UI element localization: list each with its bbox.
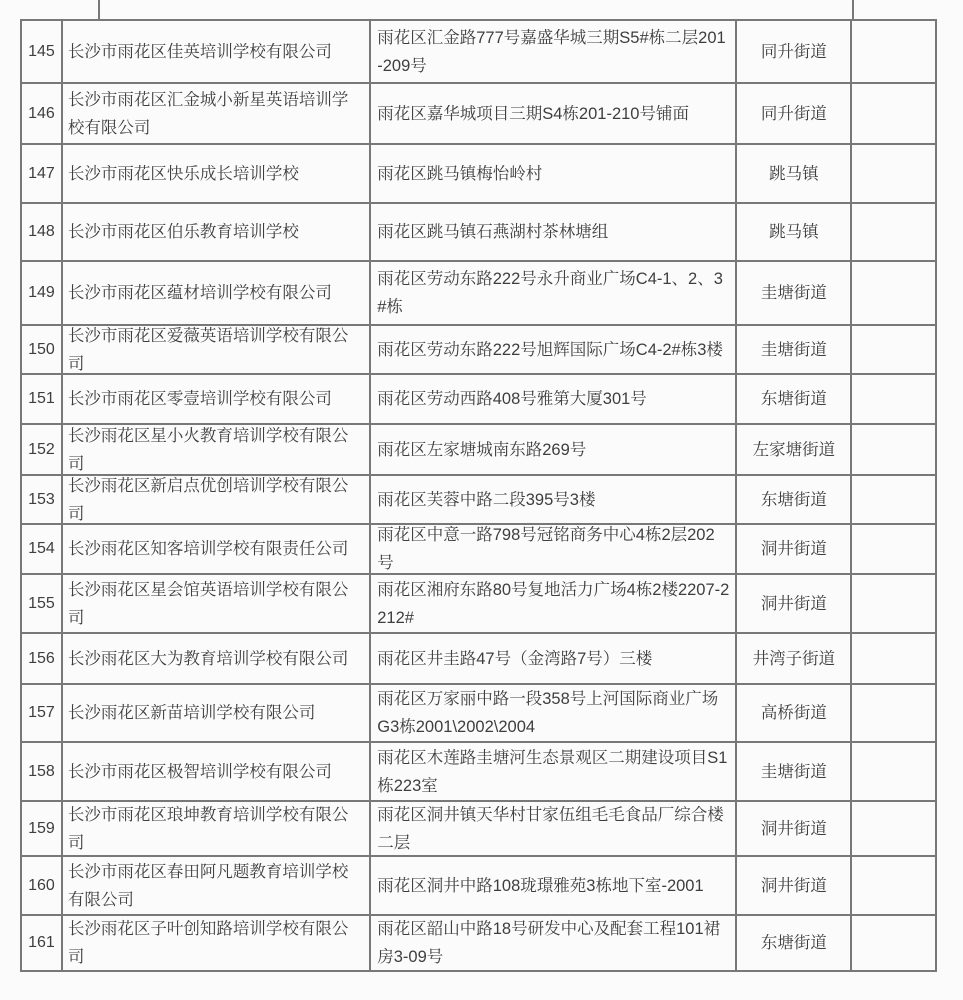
row-number: 149	[28, 284, 55, 301]
school-name: 长沙雨花区大为教育培训学校有限公司	[67, 649, 349, 668]
row-number-cell	[22, 145, 63, 204]
table-row	[22, 262, 937, 326]
row-number: 153	[28, 490, 55, 508]
street-name: 圭塘街道	[760, 284, 827, 302]
school-name: 长沙市雨花区伯乐教育培训学校	[67, 223, 299, 241]
school-name: 长沙市雨花区爱薇英语培训学校有限公司	[67, 326, 349, 373]
street-cell	[737, 425, 852, 476]
row-number: 150	[28, 340, 55, 358]
school-name: 长沙市雨花区零壹培训学校有限公司	[67, 390, 332, 408]
empty-cell	[852, 685, 937, 743]
school-name-cell	[63, 262, 371, 326]
street-cell	[737, 262, 852, 326]
street-cell	[737, 743, 852, 802]
table-row	[22, 743, 937, 802]
street-cell	[737, 685, 852, 743]
school-name-cell	[63, 802, 371, 857]
empty-cell	[852, 21, 937, 84]
row-number: 145	[28, 42, 55, 60]
table-row	[22, 916, 937, 972]
empty-cell	[852, 476, 937, 525]
school-name-cell	[63, 21, 371, 84]
row-number: 156	[28, 649, 55, 667]
row-number-cell	[22, 857, 63, 916]
school-address-cell	[371, 204, 737, 262]
school-name: 长沙市雨花区蕴材培训学校有限公司	[67, 284, 332, 302]
street-name: 高桥街道	[760, 704, 827, 722]
school-name-cell	[63, 857, 371, 916]
school-address: 雨花区洞井镇天华村甘家伍组毛毛食品厂综合楼二层	[377, 805, 724, 852]
school-address-cell	[371, 326, 737, 375]
school-name: 长沙市雨花区极智培训学校有限公司	[67, 762, 332, 781]
street-name: 圭塘街道	[760, 762, 827, 781]
school-address: 雨花区木莲路圭塘河生态景观区二期建设项目S1栋223室	[377, 748, 728, 795]
school-name-cell	[63, 204, 371, 262]
street-name: 洞井街道	[760, 540, 827, 558]
street-cell	[737, 375, 852, 425]
street-cell	[737, 802, 852, 857]
table-row	[22, 476, 937, 525]
street-name: 左家塘街道	[752, 440, 836, 459]
row-number-cell	[22, 84, 63, 145]
street-name: 东塘街道	[760, 490, 827, 509]
street-name: 井湾子街道	[752, 649, 836, 668]
row-number-cell	[22, 375, 63, 425]
school-address: 雨花区嘉华城项目三期S4栋201-210号铺面	[377, 104, 689, 123]
empty-cell	[852, 145, 937, 204]
empty-cell	[852, 326, 937, 375]
street-name: 圭塘街道	[760, 340, 827, 359]
row-number-cell	[22, 743, 63, 802]
empty-cell	[852, 634, 937, 685]
street-name: 同升街道	[760, 104, 827, 123]
empty-cell	[852, 262, 937, 326]
street-cell	[737, 916, 852, 972]
street-cell	[737, 857, 852, 916]
row-number-cell	[22, 204, 63, 262]
table-row	[22, 21, 937, 84]
street-cell	[737, 204, 852, 262]
school-address-cell	[371, 21, 737, 84]
empty-cell	[852, 802, 937, 857]
top-partial-gridline-left	[98, 0, 100, 21]
table-row	[22, 425, 937, 476]
school-address: 雨花区万家丽中路一段358号上河国际商业广场G3栋2001\2002\2004	[377, 690, 719, 736]
table-row	[22, 802, 937, 857]
street-cell	[737, 525, 852, 575]
table-row	[22, 525, 937, 575]
street-cell	[737, 476, 852, 525]
school-name-cell	[63, 685, 371, 743]
row-number: 147	[28, 164, 55, 182]
table-row	[22, 375, 937, 425]
school-name-cell	[63, 425, 371, 476]
school-name: 长沙市雨花区佳英培训学校有限公司	[67, 42, 332, 61]
school-address: 雨花区劳动西路408号雅第大厦301号	[377, 390, 647, 408]
school-name-cell	[63, 476, 371, 525]
row-number-cell	[22, 326, 63, 375]
row-number: 159	[28, 819, 55, 837]
row-number-cell	[22, 634, 63, 685]
school-name-cell	[63, 84, 371, 145]
school-address-cell	[371, 84, 737, 145]
row-number: 151	[28, 390, 55, 407]
school-address: 雨花区韶山中路18号研发中心及配套工程101裙房3-09号	[377, 920, 721, 966]
row-number-cell	[22, 802, 63, 857]
empty-cell	[852, 204, 937, 262]
street-cell	[737, 21, 852, 84]
street-name: 东塘街道	[760, 934, 827, 952]
table-row	[22, 685, 937, 743]
school-address-cell	[371, 685, 737, 743]
row-number-cell	[22, 262, 63, 326]
street-cell	[737, 84, 852, 145]
row-number-cell	[22, 425, 63, 476]
street-cell	[737, 575, 852, 634]
school-address-cell	[371, 425, 737, 476]
school-address-cell	[371, 802, 737, 857]
street-name: 洞井街道	[760, 876, 827, 895]
empty-cell	[852, 916, 937, 972]
school-name: 长沙市雨花区汇金城小新星英语培训学校有限公司	[67, 90, 349, 137]
school-name: 长沙市雨花区琅坤教育培训学校有限公司	[67, 805, 349, 852]
empty-cell	[852, 425, 937, 476]
street-name: 洞井街道	[760, 819, 827, 838]
school-name-cell	[63, 743, 371, 802]
school-address: 雨花区中意一路798号冠铭商务中心4栋2层202号	[377, 526, 715, 572]
street-name: 跳马镇	[769, 164, 819, 183]
school-name-cell	[63, 916, 371, 972]
table-row	[22, 145, 937, 204]
empty-cell	[852, 84, 937, 145]
school-name: 长沙雨花区知客培训学校有限责任公司	[67, 540, 349, 558]
school-address: 雨花区跳马镇石燕湖村茶林塘组	[377, 223, 609, 241]
row-number-cell	[22, 916, 63, 972]
street-name: 跳马镇	[769, 223, 819, 241]
school-address-cell	[371, 634, 737, 685]
school-address-cell	[371, 525, 737, 575]
school-name: 长沙雨花区子叶创知路培训学校有限公司	[67, 920, 349, 966]
empty-cell	[852, 743, 937, 802]
school-address: 雨花区汇金路777号嘉盛华城三期S5#栋二层201-209号	[377, 28, 726, 75]
school-address: 雨花区芙蓉中路二段395号3楼	[377, 490, 596, 509]
school-address: 雨花区湘府东路80号复地活力广场4栋2楼2207-2212#	[377, 580, 730, 627]
school-address: 雨花区洞井中路108珑璟雅苑3栋地下室-2001	[377, 876, 704, 895]
street-name: 东塘街道	[760, 390, 827, 408]
school-name: 长沙市雨花区快乐成长培训学校	[67, 164, 299, 183]
table-row	[22, 84, 937, 145]
street-cell	[737, 145, 852, 204]
school-name-cell	[63, 145, 371, 204]
row-number: 160	[28, 876, 55, 894]
row-number-cell	[22, 476, 63, 525]
school-name: 长沙雨花区星会馆英语培训学校有限公司	[67, 580, 349, 627]
school-address: 雨花区左家塘城南东路269号	[377, 440, 587, 459]
school-name-cell	[63, 326, 371, 375]
empty-cell	[852, 575, 937, 634]
school-registry-table	[20, 19, 937, 972]
school-name-cell	[63, 525, 371, 575]
school-name: 长沙市雨花区春田阿凡题教育培训学校有限公司	[67, 862, 349, 909]
row-number: 148	[28, 223, 55, 240]
top-partial-gridline-right	[852, 0, 854, 21]
row-number: 158	[28, 762, 55, 780]
school-address: 雨花区跳马镇梅怡岭村	[377, 164, 543, 183]
row-number: 161	[28, 934, 55, 951]
street-name: 洞井街道	[760, 594, 827, 613]
school-name-cell	[63, 575, 371, 634]
school-address: 雨花区井圭路47号（金湾路7号）三楼	[377, 649, 653, 668]
street-name: 同升街道	[760, 42, 827, 61]
school-name-cell	[63, 634, 371, 685]
row-number: 152	[28, 440, 55, 458]
school-address-cell	[371, 575, 737, 634]
school-address: 雨花区劳动东路222号永升商业广场C4-1、2、3#栋	[377, 270, 723, 316]
street-cell	[737, 326, 852, 375]
school-name: 长沙雨花区新启点优创培训学校有限公司	[67, 476, 349, 523]
row-number-cell	[22, 575, 63, 634]
empty-cell	[852, 525, 937, 575]
school-address-cell	[371, 145, 737, 204]
school-name: 长沙雨花区新苗培训学校有限公司	[67, 704, 316, 722]
school-address-cell	[371, 476, 737, 525]
row-number-cell	[22, 525, 63, 575]
row-number: 146	[28, 104, 55, 122]
row-number: 157	[28, 704, 55, 721]
empty-cell	[852, 857, 937, 916]
school-address-cell	[371, 857, 737, 916]
row-number: 155	[28, 594, 55, 612]
school-name: 长沙雨花区星小火教育培训学校有限公司	[67, 426, 349, 473]
school-address-cell	[371, 916, 737, 972]
empty-cell	[852, 375, 937, 425]
school-address-cell	[371, 743, 737, 802]
school-address-cell	[371, 262, 737, 326]
school-address-cell	[371, 375, 737, 425]
table-row	[22, 326, 937, 375]
school-name-cell	[63, 375, 371, 425]
street-cell	[737, 634, 852, 685]
table-row	[22, 857, 937, 916]
row-number: 154	[28, 540, 55, 557]
table-row	[22, 575, 937, 634]
row-number-cell	[22, 21, 63, 84]
school-address: 雨花区劳动东路222号旭辉国际广场C4-2#栋3楼	[377, 340, 723, 359]
row-number-cell	[22, 685, 63, 743]
table-row	[22, 634, 937, 685]
table-row	[22, 204, 937, 262]
